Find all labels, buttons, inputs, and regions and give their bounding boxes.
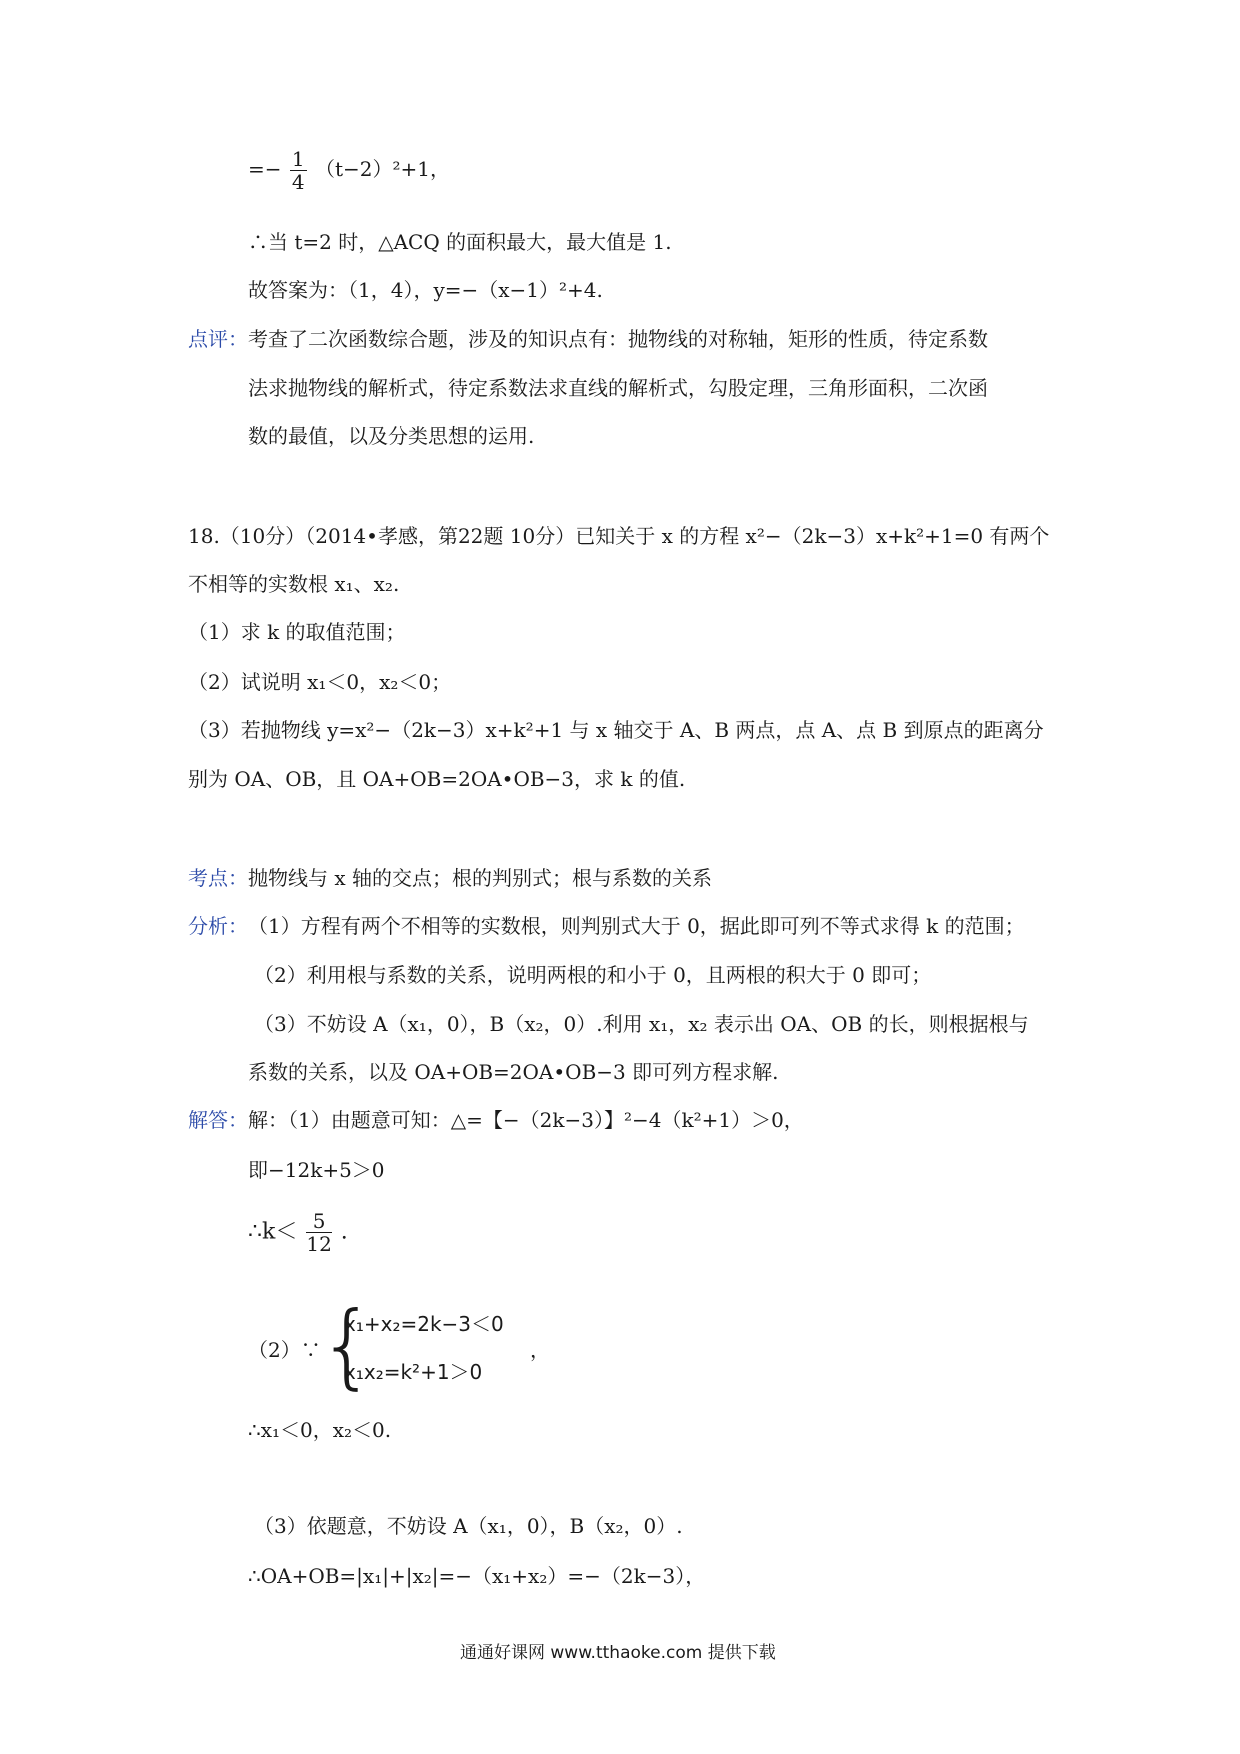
problem-line-1: 18.（10分）（2014•孝感，第22题 10分）已知关于 x 的方程 x²−（2k−3）x+k²+1=0 有两个 <box>188 524 1050 548</box>
fraction-five-twelfths <box>306 1210 331 1255</box>
problem-line-2: 不相等的实数根 x₁、x₂. <box>188 572 400 596</box>
review-line-1: 考查了二次函数综合题，涉及的知识点有：抛物线的对称轴，矩形的性质，待定系数 <box>248 327 988 351</box>
analysis-line-2: （2）利用根与系数的关系，说明两根的和小于 0，且两根的积大于 0 即可； <box>254 963 932 987</box>
part-2-result: ∴x₁＜0，x₂＜0. <box>248 1418 392 1442</box>
question-2: （2）试说明 x₁＜0，x₂＜0； <box>188 670 452 694</box>
analysis-line-1: （1）方程有两个不相等的实数根，则判别式大于 0，据此即可列不等式求得 k 的范围； <box>248 914 1025 938</box>
knowledge-text: 抛物线与 x 轴的交点；根的判别式；根与系数的关系 <box>248 866 712 890</box>
part-3-line-2: ∴OA+OB=|x₁|+|x₂|=−（x₁+x₂）=−（2k−3）， <box>248 1564 706 1588</box>
review-line-3: 数的最值，以及分类思想的运用. <box>248 424 535 448</box>
review-label: 点评： <box>188 327 248 351</box>
system-line-1: x₁+x₂=2k−3＜0 <box>344 1312 504 1336</box>
solution-label: 解答： <box>188 1108 248 1132</box>
equation-line <box>248 148 450 193</box>
analysis-label: 分析： <box>188 914 248 938</box>
review-line-2: 法求抛物线的解析式，待定系数法求直线的解析式，勾股定理，三角形面积，二次函 <box>248 376 988 400</box>
brace-icon: { <box>318 1292 377 1399</box>
fraction-denominator: 4 <box>291 170 305 194</box>
equation-suffix: （t−2）²+1， <box>314 157 450 181</box>
fraction-one-quarter <box>290 148 307 193</box>
footer-text: 通通好课网 www.tthaoke.com 提供下载 <box>460 1643 776 1663</box>
system-line-2: x₁x₂=k²+1＞0 <box>344 1360 483 1384</box>
k-range-suffix: . <box>340 1219 348 1245</box>
part-3-line-1: （3）依题意，不妨设 A（x₁，0），B（x₂，0）. <box>254 1514 683 1538</box>
solution-line-2: 即−12k+5＞0 <box>248 1158 385 1182</box>
fraction-numerator: 1 <box>291 147 305 171</box>
system-comma: ， <box>530 1338 550 1362</box>
analysis-line-3: （3）不妨设 A（x₁，0），B（x₂，0）.利用 x₁，x₂ 表示出 OA、OB 的长，则根据根与 <box>254 1012 1029 1036</box>
question-3-line-2: 别为 OA、OB，且 OA+OB=2OA•OB−3，求 k 的值. <box>188 767 686 791</box>
part-2-label: （2）∵ <box>248 1338 321 1362</box>
fraction-numerator: 5 <box>306 1210 331 1233</box>
fraction-denominator: 12 <box>306 1232 332 1256</box>
k-range-prefix: ∴k＜ <box>248 1219 298 1245</box>
knowledge-label: 考点： <box>188 866 248 890</box>
equation-prefix: =− <box>248 157 282 181</box>
question-1: （1）求 k 的取值范围； <box>188 620 406 644</box>
analysis-line-4: 系数的关系，以及 OA+OB=2OA•OB−3 即可列方程求解. <box>248 1060 779 1084</box>
question-3-line-1: （3）若抛物线 y=x²−（2k−3）x+k²+1 与 x 轴交于 A、B 两点，点 A、点 B 到原点的距离分 <box>188 718 1044 742</box>
max-value-line: ∴当 t=2 时，△ACQ 的面积最大，最大值是 1. <box>248 230 672 254</box>
k-range-line <box>248 1210 348 1255</box>
answer-line: 故答案为：（1，4），y=−（x−1）²+4. <box>248 278 603 302</box>
solution-line-1: 解：（1）由题意可知：△=【−（2k−3）】²−4（k²+1）＞0， <box>248 1108 804 1132</box>
